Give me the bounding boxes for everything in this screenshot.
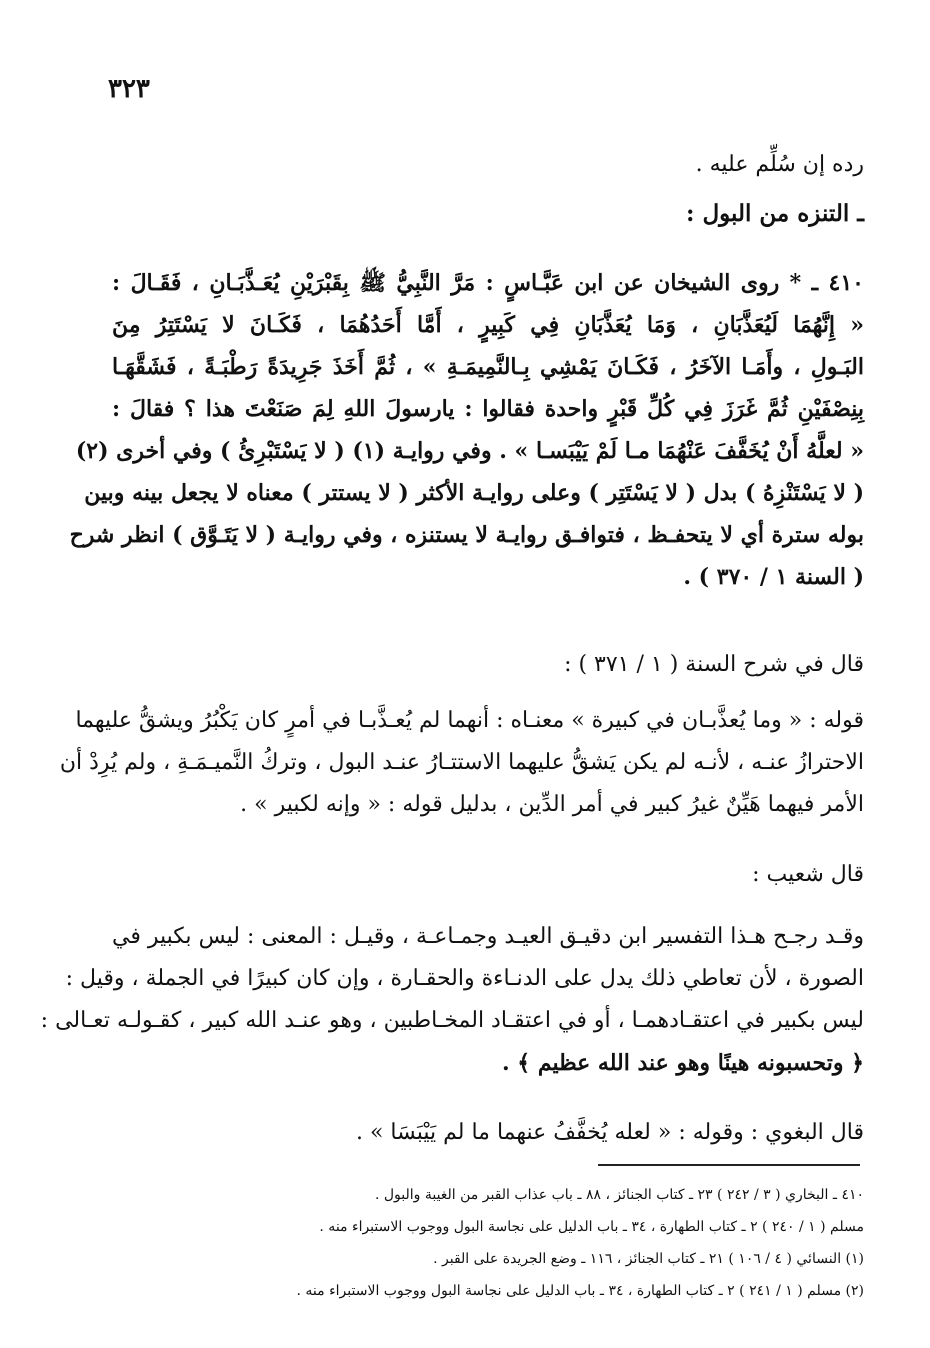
sharh-paragraph [59,700,864,826]
shuaib-paragraph [40,916,864,1084]
quran-verse-line: ﴿ وتحسبونه هينًا وهو عند الله عظيم ﴾ . [501,1050,864,1076]
baghawi-block [112,1112,864,1154]
sharh-heading: قال في شرح السنة ( ١ / ٣٧١ ) : [564,652,864,677]
hadith-line: ( لا يَسْتَنْزِهُ ) بدل ( لا يَسْتَتِر ) وعلى روايـة الأكثر ( لا يستتر ) معناه لا يجعل بينه وبين [84,480,864,506]
intro-line: رده إن سُلِّم عليه . [695,152,864,177]
shuaib-line: ليس بكبير في اعتقـادهمـا ، أو في اعتقـاد المخـاطبين ، وهو عنـد الله كبير ، كقـولـه تعـالى : [40,1008,864,1033]
sharh-line: الأمر فيهما هَيِّنٌ غيرُ كبير في أمر الدِّين ، بدليل قوله : « وإنه لكبير » . [240,792,864,817]
shuaib-heading-block [112,854,864,896]
shuaib-heading: قال شعيب : [752,862,864,887]
section-heading: ـ التنزه من البول : [685,200,864,227]
hadith-line: بِنِصْفَيْنِ ثُمَّ غَرَزَ فِي كُلِّ قَبْرٍ واحدة فقالوا : يارسولَ اللهِ لِمَ صَنَعْتَ هذا ؟ فقالَ : [112,396,864,422]
sharh-line: الاحترازُ عنـه ، لأنـه لم يكن يَشقُّ عليهما الاستتـارُ عنـد البول ، وتركُ النَّميـمَـةِ ، ولم يُرِدْ أن [59,750,864,775]
hadith-line: « إِنَّهُمَا لَيُعَذَّبَانِ ، وَمَا يُعَذَّبَانِ فِي كَبِيرٍ ، أَمَّا أَحَدُهُمَا ، فَكَـانَ لا يَسْتَتِرُ مِنَ [112,312,864,338]
hadith-line: « لعلَّهُ أَنْ يُخَفَّفَ عَنْهُمَا مـا لَمْ يَيْبَسـا » . وفي روايـة (١) ( لا يَسْتَبْرِئُ ) وفي أخرى (٢) [75,438,864,464]
hadith-line: بوله سترة أي لا يتحفـظ ، فتوافـق روايـة لا يستنزه ، وفي روايـة ( لا يَتَـوَّق ) انظر شرح [69,522,864,548]
hadith-line: ( السنة ١ / ٣٧٠ ) . [683,564,864,590]
hadith-line: ٤١٠ ـ * روى الشيخان عن ابن عَبَّـاسٍ : مَرَّ النَّبِيُّ ﷺ بِقَبْرَيْنِ يُعَـذَّبَـانِ ، فَقَـالَ : [112,270,864,296]
footnote-divider [598,1164,860,1166]
footnote: مسلم ( ١ / ٢٤٠ ) ٢ ـ كتاب الطهارة ، ٣٤ ـ باب الدليل على نجاسة البول ووجوب الاستبراء منه . [319,1219,864,1235]
hadith-line: البَـولِ ، وأَمَـا الآخَرُ ، فَكَـانَ يَمْشِي بِـالنَّمِيمَـةِ » ، ثُمَّ أَخَذَ جَرِيدَةً رَطْبَـةً ، فَشَقَّهَـا [112,354,864,380]
footnote: (٢) مسلم ( ١ / ٢٤١ ) ٢ ـ كتاب الطهارة ، ٣٤ ـ باب الدليل على نجاسة البول ووجوب الاستبراء منه . [296,1283,864,1299]
sharh-line: قوله : « وما يُعذَّبـان في كبيرة » معنـاه : أنهما لم يُعـذَّبـا في أمرٍ كان يَكْبُرُ ويشقُّ عليهما [75,708,864,733]
baghawi-line: قال البغوي : وقوله : « لعله يُخفَّفُ عنهما ما لم يَيْبَسَا » . [355,1120,864,1145]
sharh-heading-block [112,644,864,686]
shuaib-line: الصورة ، لأن تعاطي ذلك يدل على الدنـاءة والحقـارة ، وإن كان كبيرًا في الجملة ، وقيل : [65,966,864,991]
shuaib-line: وقـد رجـح هـذا التفسير ابن دقيـق العيـد وجمـاعـة ، وقيـل : المعنى : ليس بكبير في [112,924,864,949]
page-number: ٣٢٣ [108,74,150,104]
footnote: (١) النسائي ( ٤ / ١٠٦ ) ٢١ ـ كتاب الجنائز ، ١١٦ ـ وضع الجريدة على القبر . [433,1251,864,1267]
hadith-paragraph [69,262,864,598]
intro-text [112,144,864,186]
footnote: ٤١٠ ـ البخاري ( ٣ / ٢٤٢ ) ٢٣ ـ كتاب الجنائز ، ٨٨ ـ باب عذاب القبر من الغيبة والبول . [374,1187,864,1203]
